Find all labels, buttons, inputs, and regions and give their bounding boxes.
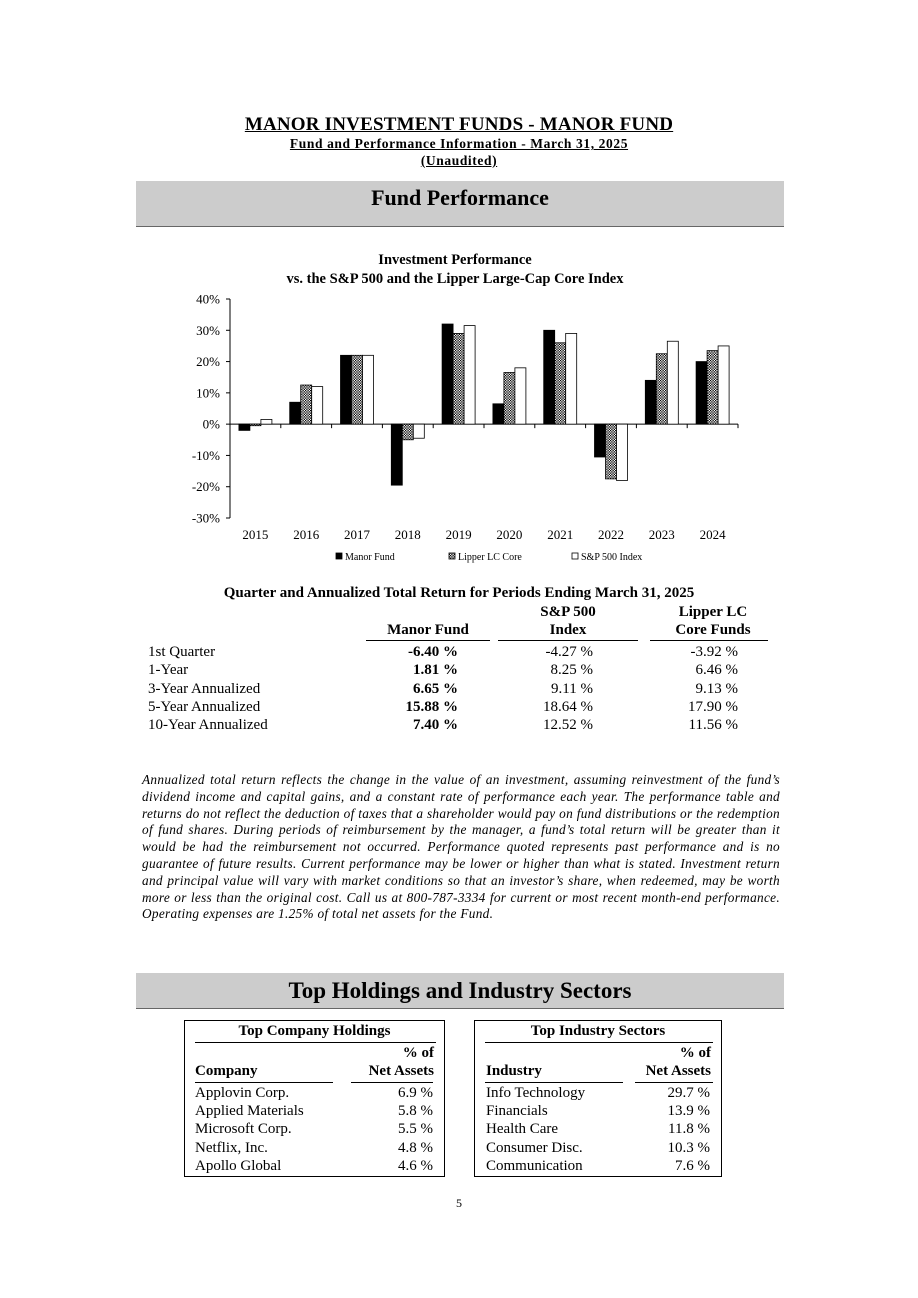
document-title: MANOR INVESTMENT FUNDS - MANOR FUND xyxy=(244,114,674,135)
col-header-lipper-line1: Lipper LC xyxy=(678,604,748,620)
col-header-lipper-line2: Core Funds xyxy=(675,622,751,638)
col-header-manor: Manor Fund xyxy=(387,622,469,638)
returns-table-title: Quarter and Annualized Total Return for Periods Ending March 31, 2025 xyxy=(223,585,695,601)
bar-sp500 xyxy=(312,387,323,425)
col-underline-manor xyxy=(366,640,490,641)
company-name: Applovin Corp. xyxy=(195,1085,290,1101)
sector-pct: 13.9 % xyxy=(667,1103,710,1119)
bar-sp500 xyxy=(566,333,577,424)
sp-value: 9.11 % xyxy=(551,681,593,697)
y-tick-label: 40% xyxy=(196,291,220,307)
fund-performance-banner: Fund Performance xyxy=(136,181,784,227)
x-tick-label: 2024 xyxy=(699,527,726,542)
holding-row xyxy=(185,1120,444,1138)
sector-name: Financials xyxy=(486,1103,548,1119)
sp-value: 8.25 % xyxy=(550,662,593,678)
top-company-holdings-box xyxy=(184,1020,445,1177)
manor-value: -6.40 % xyxy=(408,644,458,660)
col-header-industry: Industry xyxy=(486,1063,542,1079)
col-underline-industry xyxy=(485,1082,623,1083)
company-pct: 4.6 % xyxy=(398,1158,433,1174)
sector-row xyxy=(475,1084,721,1102)
lipper-value: 17.90 % xyxy=(688,699,738,715)
chart-title: Investment Performance xyxy=(378,252,532,268)
sector-row xyxy=(475,1139,721,1157)
holding-row xyxy=(185,1157,444,1175)
bar-sp500 xyxy=(363,355,374,424)
holding-row xyxy=(185,1084,444,1102)
y-tick-label: -10% xyxy=(191,447,220,463)
y-tick-label: 20% xyxy=(196,354,220,370)
bar-manor xyxy=(595,424,606,457)
x-tick-label: 2015 xyxy=(242,527,269,542)
holding-row xyxy=(185,1139,444,1157)
sector-name: Communication xyxy=(486,1158,583,1174)
x-tick-label: 2023 xyxy=(648,527,675,542)
sector-name: Health Care xyxy=(486,1121,559,1137)
returns-row xyxy=(148,643,788,661)
bar-manor xyxy=(544,330,555,424)
legend-label: Lipper LC Core xyxy=(458,552,522,563)
bar-lipper xyxy=(707,351,718,425)
chart-subtitle: vs. the S&P 500 and the Lipper Large-Cap Core Index xyxy=(286,271,624,287)
company-name: Microsoft Corp. xyxy=(195,1121,292,1137)
document-subtitle: Fund and Performance Information - March 31, 2025 xyxy=(289,136,629,151)
bar-sp500 xyxy=(617,424,628,480)
row-label: 3-Year Annualized xyxy=(148,681,261,697)
col-underline-company xyxy=(195,1082,333,1083)
y-tick-label: 30% xyxy=(196,322,220,338)
bar-manor xyxy=(290,402,301,424)
sector-pct: 11.8 % xyxy=(668,1121,710,1137)
sector-row xyxy=(475,1102,721,1120)
sector-name: Consumer Disc. xyxy=(486,1140,583,1156)
bar-manor xyxy=(239,424,250,430)
x-tick-label: 2020 xyxy=(496,527,523,542)
bar-manor xyxy=(493,404,504,424)
manor-value: 1.81 % xyxy=(413,662,458,678)
sector-name: Info Technology xyxy=(486,1085,586,1101)
x-tick-label: 2022 xyxy=(598,527,624,542)
box-title-divider xyxy=(195,1042,436,1043)
sp-value: -4.27 % xyxy=(545,644,593,660)
bar-manor xyxy=(645,380,656,424)
performance-chart xyxy=(150,245,780,575)
box-title-divider xyxy=(485,1042,713,1043)
holding-row xyxy=(185,1102,444,1120)
bar-manor xyxy=(391,424,402,485)
performance-disclaimer: Annualized total return reflects the change in the value of an investment, assuming reinvestment of the fund’s dividend income and capital gains, and a constant rate of performance each year. The performance table and returns do not reflect the deduction of taxes that a shareholder would pay on fund distributions or the redemption of fund shares. During periods of reimbursement by the manager, a fund’s total return will be greater than it would be had the reimbursement not occurred. Performance quoted represents past performance and is no guarantee of future results. Current performance may be lower or higher than what is stated. Investment return and principal value will vary with market conditions so that an investor’s share, when redeemed, may be worth more or less than the original cost. Call us at 800-787-3334 for current or most recent month-end performance. Operating expenses are 1.25% of total net assets for the Fund. xyxy=(142,772,780,922)
col-header-sp-line2: Index xyxy=(549,622,587,638)
sector-pct: 29.7 % xyxy=(667,1085,710,1101)
bar-lipper xyxy=(453,333,464,424)
y-tick-label: 0% xyxy=(202,416,220,432)
col-header-pct-line2: Net Assets xyxy=(368,1063,434,1079)
bar-sp500 xyxy=(413,424,424,438)
bar-lipper xyxy=(250,424,261,426)
bar-sp500 xyxy=(667,341,678,424)
page-number: 5 xyxy=(456,1196,462,1210)
performance-chart-svg xyxy=(150,245,780,575)
col-underline-lipper xyxy=(650,640,768,641)
x-tick-label: 2019 xyxy=(445,527,472,542)
company-name: Netflix, Inc. xyxy=(195,1140,268,1156)
company-pct: 4.8 % xyxy=(398,1140,433,1156)
bar-lipper xyxy=(606,424,617,479)
returns-row xyxy=(148,716,788,734)
bar-manor xyxy=(696,362,707,425)
bar-lipper xyxy=(555,343,566,424)
bar-lipper xyxy=(504,373,515,425)
y-tick-label: -20% xyxy=(191,479,220,495)
bar-sp500 xyxy=(464,326,475,425)
x-tick-label: 2021 xyxy=(547,527,574,542)
bar-lipper xyxy=(402,424,413,440)
bar-lipper xyxy=(301,385,312,424)
sector-row xyxy=(475,1120,721,1138)
sector-row xyxy=(475,1157,721,1175)
returns-row xyxy=(148,680,788,698)
returns-row xyxy=(148,661,788,679)
legend-label: Manor Fund xyxy=(345,552,395,563)
bar-manor xyxy=(442,324,453,424)
bar-lipper xyxy=(656,354,667,424)
company-name: Applied Materials xyxy=(195,1103,304,1119)
sector-pct: 7.6 % xyxy=(675,1158,710,1174)
legend-swatch xyxy=(449,553,455,559)
x-tick-label: 2018 xyxy=(394,527,421,542)
row-label: 10-Year Annualized xyxy=(148,717,268,733)
row-label: 5-Year Annualized xyxy=(148,699,261,715)
manor-value: 15.88 % xyxy=(405,699,458,715)
y-tick-label: -30% xyxy=(191,510,220,526)
unaudited-note: (Unaudited) xyxy=(420,153,498,168)
col-underline-pct xyxy=(351,1082,433,1083)
company-pct: 6.9 % xyxy=(398,1085,433,1101)
legend-label: S&P 500 Index xyxy=(581,552,643,563)
x-tick-label: 2016 xyxy=(293,527,320,542)
x-tick-label: 2017 xyxy=(344,527,370,542)
bar-sp500 xyxy=(261,419,272,424)
lipper-value: 11.56 % xyxy=(688,717,738,733)
col-header-pct-line1: % of xyxy=(402,1045,434,1061)
bar-sp500 xyxy=(718,346,729,424)
y-tick-label: 10% xyxy=(196,385,220,401)
box-title: Top Company Holdings xyxy=(238,1023,391,1039)
lipper-value: 6.46 % xyxy=(695,662,738,678)
col-header-sp-line1: S&P 500 xyxy=(540,604,596,620)
returns-row xyxy=(148,698,788,716)
col-underline-pct xyxy=(635,1082,713,1083)
legend-swatch xyxy=(336,553,342,559)
sector-pct: 10.3 % xyxy=(667,1140,710,1156)
col-header-pct-line2: Net Assets xyxy=(645,1063,711,1079)
col-underline-sp xyxy=(498,640,638,641)
lipper-value: -3.92 % xyxy=(690,644,738,660)
row-label: 1-Year xyxy=(148,662,189,678)
sp-value: 12.52 % xyxy=(543,717,593,733)
company-pct: 5.5 % xyxy=(398,1121,433,1137)
manor-value: 7.40 % xyxy=(413,717,458,733)
legend-swatch xyxy=(572,553,578,559)
col-header-company: Company xyxy=(195,1063,258,1079)
bar-lipper xyxy=(352,355,363,424)
company-pct: 5.8 % xyxy=(398,1103,433,1119)
sp-value: 18.64 % xyxy=(543,699,593,715)
chart-bars xyxy=(239,324,729,485)
bar-sp500 xyxy=(515,368,526,424)
company-name: Apollo Global xyxy=(195,1158,282,1174)
manor-value: 6.65 % xyxy=(413,681,458,697)
holdings-banner: Top Holdings and Industry Sectors xyxy=(136,973,784,1009)
bar-manor xyxy=(341,355,352,424)
lipper-value: 9.13 % xyxy=(695,681,738,697)
col-header-pct-line1: % of xyxy=(679,1045,711,1061)
chart-legend xyxy=(336,552,642,563)
box-title: Top Industry Sectors xyxy=(530,1023,666,1039)
top-industry-sectors-box xyxy=(474,1020,722,1177)
row-label: 1st Quarter xyxy=(148,644,216,660)
